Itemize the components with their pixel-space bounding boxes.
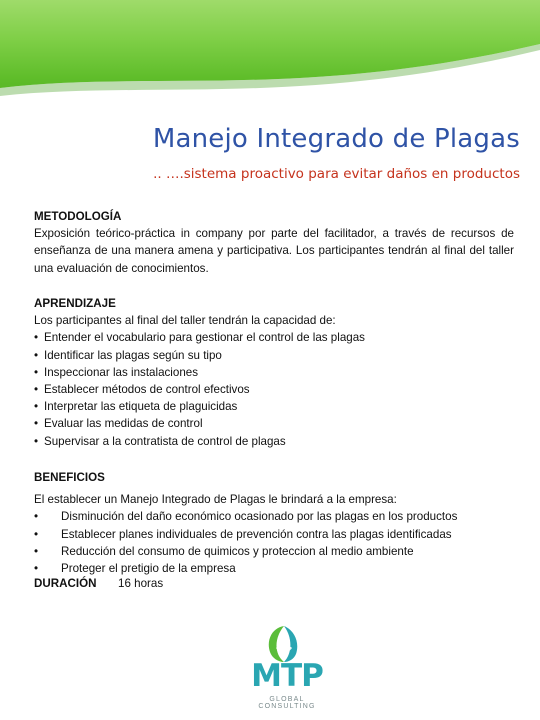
section-intro: Los participantes al final del taller tendrán la capacidad de: (34, 314, 336, 328)
bullet: • (34, 348, 39, 362)
bullet: • (34, 527, 39, 541)
section-heading: METODOLOGÍA (34, 210, 122, 223)
list-item: • Supervisar a la contratista de control de plagas (34, 433, 514, 450)
bullet: • (34, 417, 39, 431)
section-intro: El establecer un Manejo Integrado de Plagas le brindará a la empresa: (34, 493, 397, 507)
bullet: • (34, 383, 39, 397)
duracion-value: 16 horas (118, 577, 164, 590)
list-item: • Establecer planes individuales de prevención contra las plagas identificadas (34, 526, 514, 543)
list-item: • Identificar las plagas según su tipo (34, 347, 514, 364)
list-item: • Interpretar las etiqueta de plaguicidas (34, 398, 514, 415)
bullet: • (34, 562, 39, 576)
bullet: • (34, 544, 39, 558)
section-heading: BENEFICIOS (34, 471, 105, 484)
section-heading: DURACIÓN (34, 577, 97, 590)
section-metodologia (34, 208, 514, 277)
beneficios-list (34, 508, 514, 577)
section-beneficios (34, 469, 514, 577)
banner-swoosh (0, 0, 540, 135)
bullet: • (34, 510, 39, 524)
section-aprendizaje (34, 295, 514, 450)
page-title: Manejo Integrado de Plagas (152, 124, 520, 154)
section-duracion (34, 577, 163, 590)
aprendizaje-list (34, 329, 514, 449)
list-item: • Inspeccionar las instalaciones (34, 364, 514, 381)
bullet: • (34, 434, 39, 448)
page-subtitle: .. ….sistema proactivo para evitar daños en productos (153, 166, 520, 182)
list-item: • Establecer métodos de control efectivos (34, 381, 514, 398)
section-text: Exposición teórico-práctica in company por parte del facilitador, a través de recursos de enseñanza de una manera amena y participativa. Los participantes tendrán al final del taller una evaluación de conocimientos. (34, 227, 514, 275)
section-heading: APRENDIZAJE (34, 297, 116, 310)
bullet: • (34, 331, 39, 345)
list-item: • Entender el vocabulario para gestionar el control de las plagas (34, 329, 514, 346)
bullet: • (34, 400, 39, 414)
list-item: • Proteger el pretigio de la empresa (34, 560, 514, 577)
list-item: • Disminución del daño económico ocasionado por las plagas en los productos (34, 508, 514, 525)
company-logo (242, 624, 332, 714)
list-item: • Reducción del consumo de quimicos y proteccion al medio ambiente (34, 543, 514, 560)
logo-name: MTP (251, 658, 323, 694)
list-item: • Evaluar las medidas de control (34, 415, 514, 432)
bullet: • (34, 365, 39, 379)
logo-tagline: GLOBAL CONSULTING (258, 696, 316, 710)
